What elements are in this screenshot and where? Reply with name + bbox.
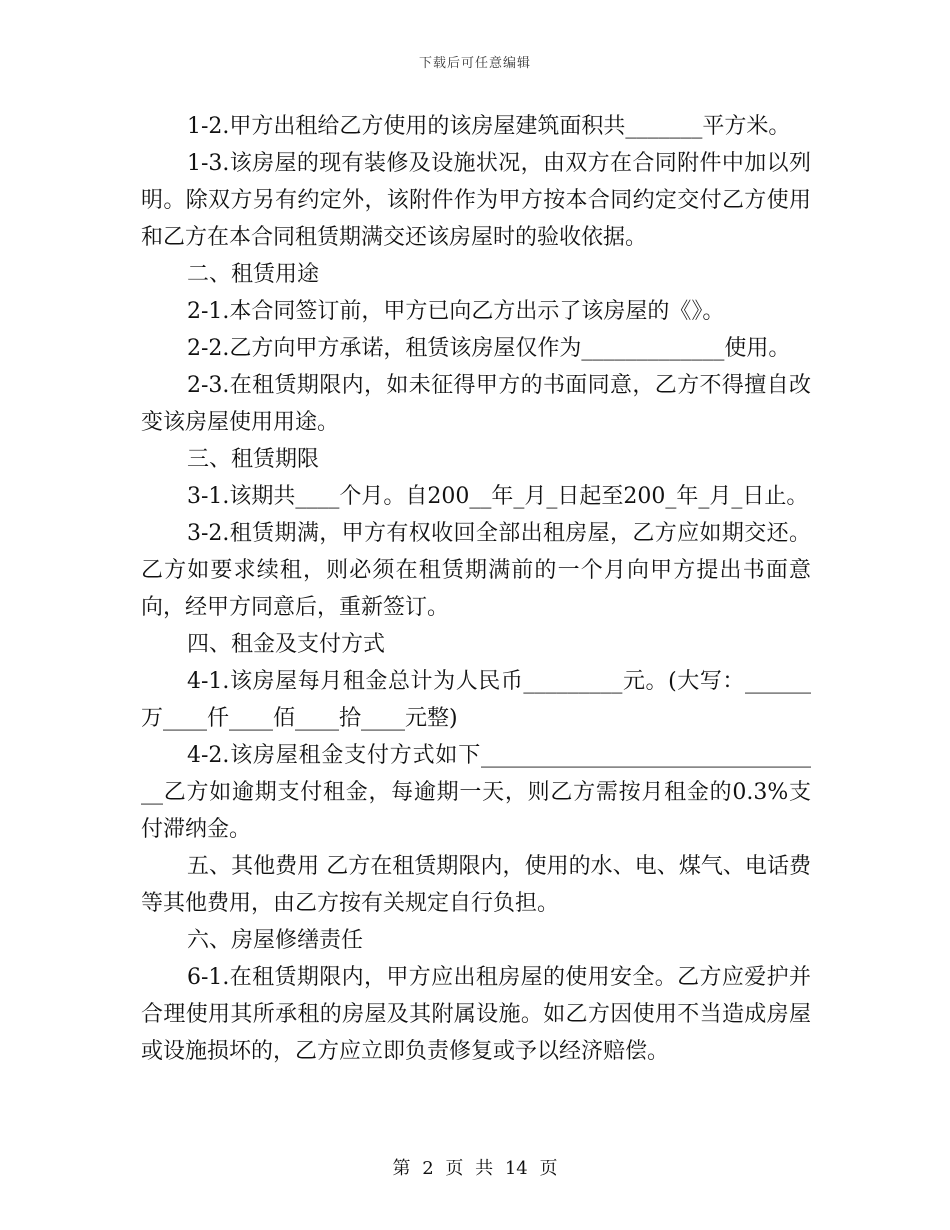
clause-4-2: 4-2.该房屋租金支付方式如下________________________________乙方如逾期支付租金，每逾期一天，则乙方需按月租金的0.3%支付滞纳金。 [141, 743, 811, 842]
clause-1-3: 1-3.该房屋的现有装修及设施状况，由双方在合同附件中加以列明。除双方另有约定外，该附件作为甲方按本合同约定交付乙方使用和乙方在本合同租赁期满交还该房屋时的验收依据。 [141, 151, 811, 250]
section-5-other-fees: 五、其他费用 乙方在租赁期限内，使用的水、电、煤气、电话费等其他费用，由乙方按有关规定自行负担。 [141, 854, 811, 916]
section-heading-3: 三、租赁期限 [187, 447, 320, 472]
section-heading-2: 二、租赁用途 [187, 262, 320, 287]
section-heading-4: 四、租金及支付方式 [187, 632, 386, 657]
section-heading-6: 六、房屋修缮责任 [187, 928, 364, 953]
page-indicator: 第 2 页 共 14 页 [392, 1158, 558, 1179]
document-body [141, 108, 811, 1070]
clause-3-2: 3-2.租赁期满，甲方有权收回全部出租房屋，乙方应如期交还。乙方如要求续租，则必须在租赁期满前的一个月向甲方提出书面意向，经甲方同意后，重新签订。 [141, 521, 811, 620]
clause-6-1: 6-1.在租赁期限内，甲方应出租房屋的使用安全。乙方应爱护并合理使用其所承租的房屋及其附属设施。如乙方因使用不当造成房屋或设施损坏的，乙方应立即负责修复或予以经济赔偿。 [141, 965, 811, 1064]
clause-2-3: 2-3.在租赁期限内，如未征得甲方的书面同意，乙方不得擅自改变该房屋使用用途。 [141, 373, 811, 435]
clause-3-1: 3-1.该期共____个月。自200__年_月_日起至200_年_月_日止。 [187, 484, 809, 509]
header-note: 下载后可任意编辑 [418, 56, 531, 71]
clause-2-2: 2-2.乙方向甲方承诺，租赁该房屋仅作为_____________使用。 [187, 336, 791, 361]
clause-4-1: 4-1.该房屋每月租金总计为人民币_________元。(大写：______万____仟____佰____拾____元整) [141, 669, 811, 731]
clause-1-2: 1-2.甲方出租给乙方使用的该房屋建筑面积共_______平方米。 [187, 114, 791, 139]
clause-2-1: 2-1.本合同签订前，甲方已向乙方出示了该房屋的《》。 [187, 299, 725, 324]
